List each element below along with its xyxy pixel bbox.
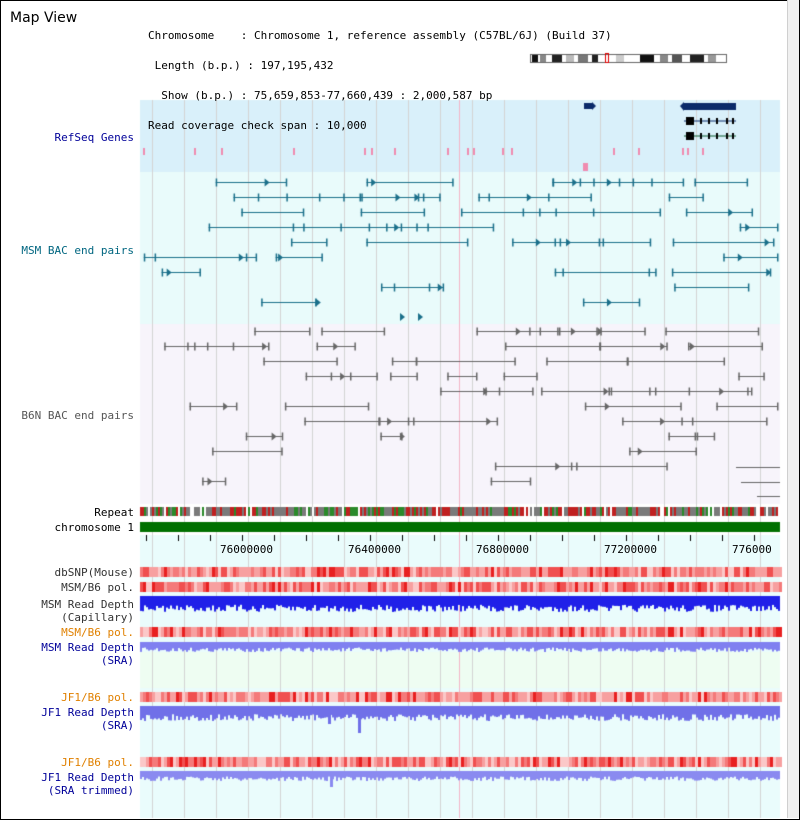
track-label-refseq[interactable]: RefSeq Genes (54, 131, 134, 144)
track-label-jf1-depth-trim[interactable]: JF1 Read Depth (41, 771, 134, 784)
track-label-msm-b6-pol-1[interactable]: MSM/B6 pol. (61, 581, 134, 594)
vertical-scrollbar[interactable] (787, 0, 799, 818)
chromosome-label: Chromosome (148, 29, 215, 42)
track-label-jf1-b6-pol-1[interactable]: JF1/B6 pol. (61, 691, 134, 704)
coverage-value: 10,000 (326, 119, 367, 132)
track-label-jf1-depth-sra-sub: (SRA) (100, 719, 134, 732)
show-label: Show (b.p.) (161, 89, 235, 102)
track-label-msm-b6-pol-2[interactable]: MSM/B6 pol. (61, 626, 134, 639)
length-label: Length (b.p.) (154, 59, 241, 72)
length-value: 197,195,432 (260, 59, 334, 72)
track-label-dbsnp[interactable]: dbSNP(Mouse) (54, 566, 134, 579)
track-label-repeat[interactable]: Repeat (94, 506, 134, 519)
axis-tick-label: 76800000 (476, 543, 529, 556)
track-label-msm-bac[interactable]: MSM BAC end pairs (21, 244, 134, 257)
track-label-b6n-bac[interactable]: B6N BAC end pairs (21, 409, 134, 422)
track-label-jf1-b6-pol-2[interactable]: JF1/B6 pol. (61, 756, 134, 769)
track-label-jf1-depth-sra[interactable]: JF1 Read Depth (41, 706, 134, 719)
coverage-label: Read coverage check span (148, 119, 307, 132)
track-label-msm-depth-cap[interactable]: MSM Read Depth (41, 598, 134, 611)
axis-tick-label: 776000 (732, 543, 772, 556)
track-label-msm-depth-cap-sub: (Capillary) (61, 611, 134, 624)
show-value: 75,659,853-77,660,439 : 2,000,587 bp (253, 89, 493, 102)
track-label-msm-depth-sra[interactable]: MSM Read Depth (41, 641, 134, 654)
track-label-msm-depth-sra-sub: (SRA) (100, 654, 134, 667)
page-title: Map View (10, 10, 78, 26)
track-label-chromosome[interactable]: chromosome 1 (54, 521, 134, 534)
assembly-info: Chromosome : Chromosome 1, reference assembly (C57BL/6J) (Build 37) Length (b.p.) : 197,195,432 Show (b.p.) : 75,659,853-77,660,439 : 2,000,587 bp Read coverage check span : 10,000 (148, 29, 612, 132)
axis-tick-label: 76000000 (220, 543, 273, 556)
axis-tick-label: 76400000 (348, 543, 401, 556)
axis-tick-label: 77200000 (604, 543, 657, 556)
chromosome-value: Chromosome 1, reference assembly (C57BL/6J) (Build 37) (253, 29, 612, 42)
track-label-jf1-depth-trim-sub: (SRA trimmed) (47, 784, 134, 797)
